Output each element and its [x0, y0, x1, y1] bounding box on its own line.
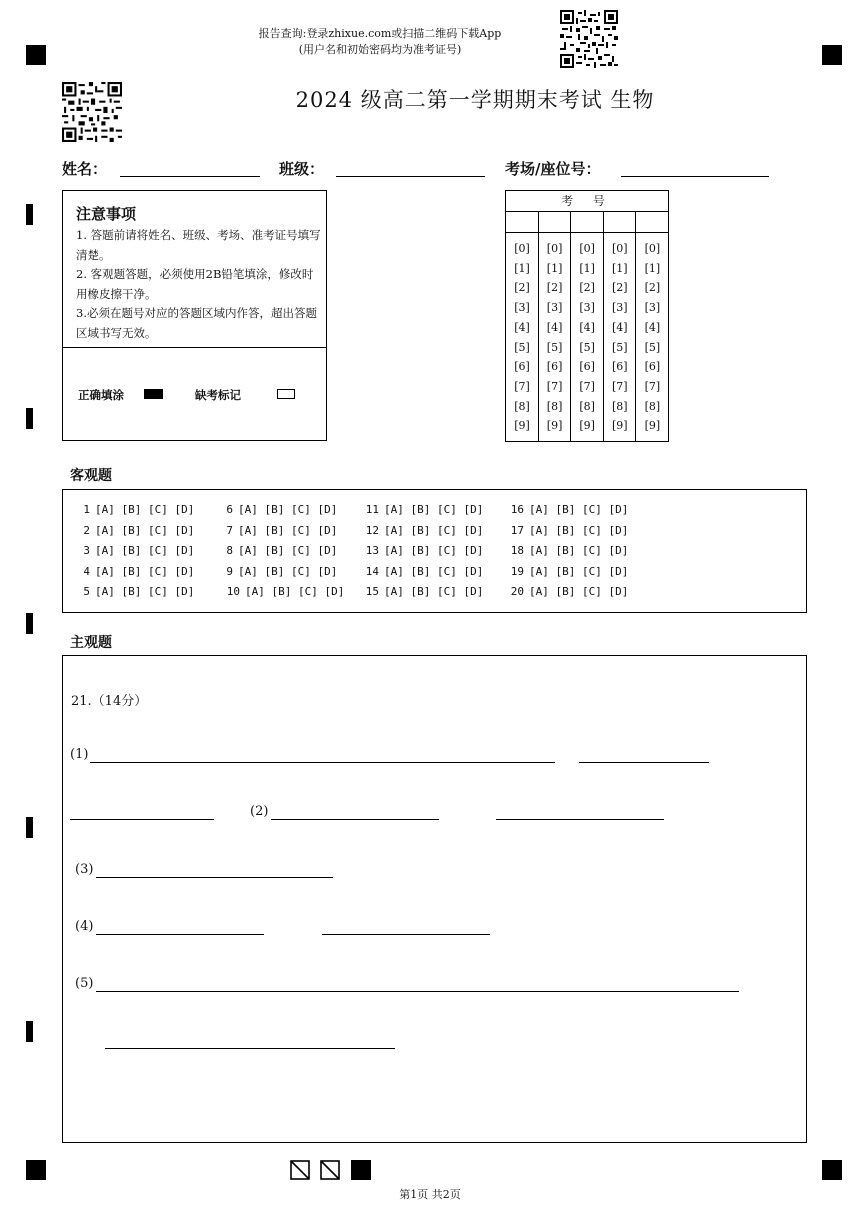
exam-number-bubble[interactable]: [5]	[514, 340, 530, 354]
name-label: 姓名：	[62, 160, 108, 178]
answer-choice-bubbles[interactable]: [A] [B] [C] [D]	[529, 523, 629, 537]
page-number: 第1页 共2页	[399, 1188, 461, 1201]
exam-number-bubble[interactable]: [8]	[644, 399, 661, 413]
exam-number-bubble[interactable]: [0]	[514, 242, 530, 255]
answer-choice-bubbles[interactable]: [A] [B] [C] [D]	[529, 585, 629, 598]
timing-bar	[26, 817, 33, 838]
question-number: 17	[510, 523, 524, 537]
correct-fill-sample	[144, 389, 163, 399]
question-number: 15	[365, 585, 379, 598]
timing-bar	[26, 1021, 33, 1042]
exam-number-bubble[interactable]: [8]	[514, 399, 530, 413]
answer-choice-bubbles[interactable]: [A] [B] [C] [D]	[384, 585, 484, 598]
exam-number-bubble[interactable]: [7]	[612, 379, 628, 393]
answer-line[interactable]	[579, 762, 709, 763]
exam-number-write-cell[interactable]	[604, 211, 636, 233]
exam-number-bubble[interactable]: [1]	[644, 261, 661, 275]
exam-number-bubble[interactable]: [3]	[514, 301, 530, 315]
subjective-section-label: 主观题	[70, 635, 112, 651]
notice-divider	[63, 347, 326, 348]
exam-number-bubble[interactable]: [5]	[579, 340, 595, 354]
question-number: 16	[510, 503, 524, 516]
exam-number-bubble[interactable]: [2]	[514, 281, 530, 295]
question-number: 13	[365, 544, 379, 557]
registration-mark-bottom-left	[26, 1160, 46, 1180]
answer-choice-bubbles[interactable]: [A] [B] [C] [D]	[95, 585, 195, 598]
question-number: 7	[226, 523, 233, 537]
objective-section-label: 客观题	[70, 468, 112, 484]
exam-number-bubble[interactable]: [0]	[546, 242, 563, 255]
exam-number-bubble[interactable]: [0]	[612, 242, 628, 255]
exam-number-column	[571, 211, 604, 441]
exam-number-bubble[interactable]: [6]	[514, 360, 530, 374]
objective-question-row	[226, 524, 337, 537]
answer-line[interactable]	[70, 819, 214, 820]
exam-number-column	[636, 211, 668, 441]
exam-title: 2024 级高二第一学期期末考试 生物	[295, 88, 655, 112]
answer-choice-bubbles[interactable]: [A] [B] [C] [D]	[95, 564, 195, 578]
question-21-label: 21.（14分）	[71, 694, 148, 709]
objective-question-row	[226, 503, 337, 516]
objective-question-row	[365, 524, 483, 537]
subjective-answer-area	[62, 655, 807, 1143]
answer-choice-bubbles[interactable]: [A] [B] [C] [D]	[384, 564, 484, 578]
exam-number-bubble[interactable]: [2]	[612, 281, 628, 295]
exam-number-bubble[interactable]: [9]	[644, 419, 661, 433]
exam-number-heading: 考 号	[506, 191, 668, 212]
qr-code-icon	[560, 10, 618, 68]
exam-number-bubble[interactable]: [6]	[546, 360, 563, 374]
timing-bar	[26, 408, 33, 429]
notice-item: 2. 客观题答题，必须使用2B铅笔填涂，修改时用橡皮擦干净。	[76, 267, 314, 301]
objective-question-row	[226, 585, 344, 598]
question-number: 5	[83, 585, 90, 598]
question-number: 20	[510, 585, 524, 598]
part-2-label: (2)	[250, 804, 269, 819]
exam-number-bubble[interactable]: [2]	[644, 281, 661, 295]
answer-choice-bubbles[interactable]: [A] [B] [C] [D]	[95, 544, 195, 557]
exam-number-bubble[interactable]: [8]	[546, 399, 563, 413]
exam-number-column	[539, 211, 572, 441]
absent-mark-label: 缺考标记	[195, 388, 241, 402]
report-query-note	[230, 26, 530, 58]
qr-code-icon	[62, 82, 122, 142]
exam-number-bubble[interactable]: [9]	[579, 419, 595, 433]
registration-mark-bottom-right	[822, 1160, 842, 1180]
class-field[interactable]	[336, 176, 485, 177]
report-line-2: (用户名和初始密码均为准考证号)	[298, 43, 462, 56]
exam-number-bubble[interactable]: [4]	[546, 320, 563, 334]
exam-number-bubble[interactable]: [0]	[644, 242, 661, 255]
exam-number-bubble[interactable]: [4]	[644, 320, 661, 334]
answer-line[interactable]	[90, 762, 555, 763]
answer-choice-bubbles[interactable]: [A] [B] [C] [D]	[238, 564, 338, 578]
objective-question-row	[510, 544, 628, 557]
exam-number-bubble[interactable]: [5]	[644, 340, 661, 354]
objective-question-row	[365, 544, 483, 557]
exam-number-bubble[interactable]: [5]	[546, 340, 563, 354]
exam-number-bubble[interactable]: [7]	[546, 379, 563, 393]
exam-number-bubble[interactable]: [7]	[514, 379, 530, 393]
notice-heading: 注意事项	[76, 205, 137, 223]
exam-number-column	[604, 211, 637, 441]
answer-choice-bubbles[interactable]: [A] [B] [C] [D]	[384, 503, 484, 516]
objective-question-row	[226, 565, 337, 578]
objective-question-row	[510, 565, 628, 578]
answer-choice-bubbles[interactable]: [A] [B] [C] [D]	[384, 523, 484, 537]
exam-number-bubble[interactable]: [1]	[579, 261, 595, 275]
notice-item: 1. 答题前请将姓名、班级、考场、准考证号填写清楚。	[76, 228, 321, 262]
question-number: 3	[83, 544, 90, 557]
registration-mark-top-left	[26, 45, 46, 65]
answer-line[interactable]	[271, 819, 439, 820]
question-number: 6	[226, 503, 233, 516]
objective-question-row	[510, 524, 628, 537]
objective-answer-area	[62, 489, 807, 613]
exam-number-bubble[interactable]: [2]	[579, 281, 595, 295]
question-number: 10	[226, 585, 240, 598]
part-4-label: (4)	[75, 919, 94, 934]
answer-line[interactable]	[496, 819, 664, 820]
question-number: 12	[365, 523, 379, 537]
answer-choice-bubbles[interactable]: [A] [B] [C] [D]	[529, 503, 629, 516]
name-field[interactable]	[120, 176, 260, 177]
question-number: 1	[83, 503, 90, 516]
question-number: 9	[226, 564, 233, 578]
exam-number-bubble[interactable]: [6]	[612, 360, 628, 374]
objective-question-row	[365, 565, 483, 578]
class-label: 班级：	[279, 160, 325, 178]
answer-choice-bubbles[interactable]: [A] [B] [C] [D]	[245, 585, 345, 598]
exam-number-bubble[interactable]: [4]	[579, 320, 595, 334]
question-number: 4	[83, 564, 90, 578]
question-number: 14	[365, 564, 379, 578]
exam-number-bubble[interactable]: [9]	[612, 419, 628, 433]
page-mark-slash-icon	[320, 1160, 340, 1180]
notice-box	[62, 190, 327, 441]
answer-choice-bubbles[interactable]: [A] [B] [C] [D]	[529, 564, 629, 578]
absent-mark-checkbox[interactable]	[277, 389, 295, 399]
exam-number-write-cell[interactable]	[506, 211, 538, 233]
exam-number-grid	[505, 190, 669, 442]
objective-question-row	[83, 585, 194, 598]
objective-question-row	[83, 565, 194, 578]
timing-bar	[26, 613, 33, 634]
exam-number-bubble[interactable]: [2]	[546, 281, 563, 295]
exam-number-bubble[interactable]: [0]	[579, 242, 595, 255]
answer-choice-bubbles[interactable]: [A] [B] [C] [D]	[238, 503, 338, 516]
exam-number-write-cell[interactable]	[539, 211, 571, 233]
answer-line[interactable]	[322, 934, 490, 935]
objective-question-row	[83, 544, 194, 557]
answer-choice-bubbles[interactable]: [A] [B] [C] [D]	[95, 503, 195, 516]
timing-bar	[26, 204, 33, 225]
exam-number-bubble[interactable]: [7]	[644, 379, 661, 393]
answer-line[interactable]	[96, 934, 264, 935]
question-number: 11	[365, 503, 379, 516]
answer-choice-bubbles[interactable]: [A] [B] [C] [D]	[95, 523, 195, 537]
exam-number-bubble[interactable]: [5]	[612, 340, 628, 354]
part-3-label: (3)	[75, 862, 94, 877]
exam-number-bubble[interactable]: [1]	[514, 261, 530, 275]
exam-number-write-cell[interactable]	[636, 211, 668, 233]
notice-items	[76, 226, 321, 343]
answer-line[interactable]	[96, 991, 739, 992]
exam-number-bubble[interactable]: [3]	[579, 301, 595, 315]
exam-number-column	[506, 211, 539, 441]
page-mark-filled	[351, 1160, 371, 1180]
question-number: 19	[510, 564, 524, 578]
objective-question-row	[365, 503, 483, 516]
objective-question-row	[510, 585, 628, 598]
exam-number-bubble[interactable]: [8]	[579, 399, 595, 413]
answer-choice-bubbles[interactable]: [A] [B] [C] [D]	[529, 544, 629, 557]
registration-mark-top-right	[822, 45, 842, 65]
exam-number-bubble[interactable]: [4]	[612, 320, 628, 334]
exam-number-bubble[interactable]: [1]	[546, 261, 563, 275]
answer-choice-bubbles[interactable]: [A] [B] [C] [D]	[384, 544, 484, 557]
exam-number-bubble[interactable]: [1]	[612, 261, 628, 275]
correct-fill-label: 正确填涂	[78, 388, 124, 402]
exam-number-bubble[interactable]: [6]	[644, 360, 661, 374]
answer-line[interactable]	[105, 1048, 395, 1049]
exam-number-bubble[interactable]: [3]	[644, 301, 661, 315]
exam-number-bubble[interactable]: [8]	[612, 399, 628, 413]
exam-number-bubble[interactable]: [3]	[546, 301, 563, 315]
question-number: 8	[226, 544, 233, 557]
answer-choice-bubbles[interactable]: [A] [B] [C] [D]	[238, 523, 338, 537]
exam-number-bubble[interactable]: [9]	[514, 419, 530, 433]
exam-number-write-cell[interactable]	[571, 211, 603, 233]
question-number: 18	[510, 544, 524, 557]
part-1-label: (1)	[70, 747, 89, 762]
objective-question-row	[365, 585, 483, 598]
notice-item: 3.必须在题号对应的答题区域内作答，超出答题区域书写无效。	[76, 306, 317, 340]
answer-choice-bubbles[interactable]: [A] [B] [C] [D]	[238, 544, 338, 557]
objective-question-row	[83, 524, 194, 537]
exam-number-bubble[interactable]: [7]	[579, 379, 595, 393]
report-line-1: 报告查询:登录zhixue.com或扫描二维码下载App	[258, 27, 502, 40]
page-mark-slash-icon	[290, 1160, 310, 1180]
objective-question-row	[226, 544, 337, 557]
answer-line[interactable]	[96, 877, 333, 878]
exam-number-bubble[interactable]: [3]	[612, 301, 628, 315]
exam-number-bubble[interactable]: [9]	[546, 419, 563, 433]
objective-question-row	[510, 503, 628, 516]
exam-number-bubble[interactable]: [4]	[514, 320, 530, 334]
exam-number-bubble[interactable]: [6]	[579, 360, 595, 374]
question-number: 2	[83, 523, 90, 537]
objective-question-row	[83, 503, 194, 516]
seat-field[interactable]	[621, 176, 769, 177]
seat-label: 考场/座位号：	[505, 160, 601, 178]
part-5-label: (5)	[75, 976, 94, 991]
